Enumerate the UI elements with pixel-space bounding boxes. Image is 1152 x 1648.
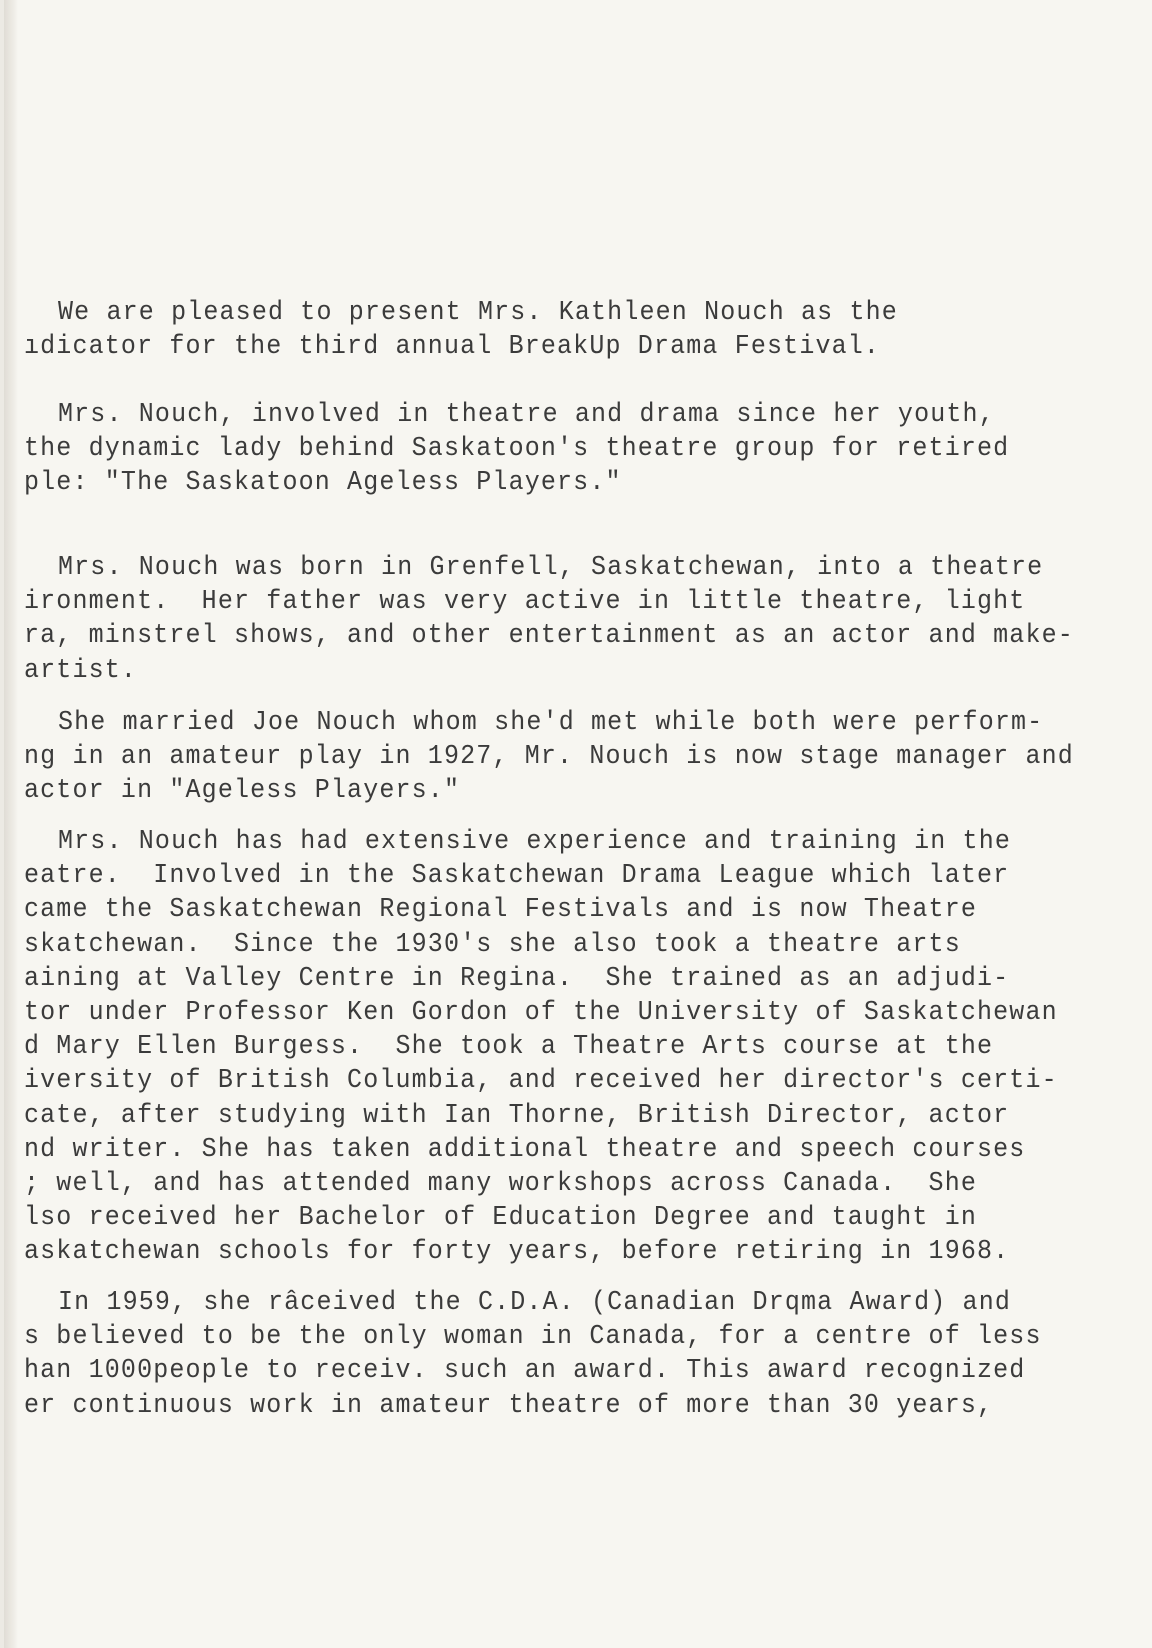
text-line: ıdicator for the third annual BreakUp Drama Festival.: [24, 330, 881, 362]
text-line: skatchewan. Since the 1930's she also took a theatre arts: [24, 927, 961, 960]
text-line: came the Saskatchewan Regional Festivals and is now Theatre: [24, 893, 977, 925]
text-line: the dynamic lady behind Saskatoon's theatre group for retired: [24, 432, 1010, 464]
text-line: Mrs. Nouch was born in Grenfell, Saskatchewan, into a theatre: [58, 551, 1044, 583]
text-line: artist.: [24, 653, 138, 686]
page-edge: [0, 0, 4, 1648]
text-line: ra, minstrel shows, and other entertainment as an actor and make-: [24, 619, 1074, 651]
text-line: ; well, and has attended many workshops across Canada. She: [24, 1167, 977, 1199]
text-line: eatre. Involved in the Saskatchewan Drama League which later: [24, 859, 1010, 891]
text-line: In 1959, she râceived the C.D.A. (Canadian Drqma Award) and: [58, 1286, 1011, 1318]
text-line: askatchewan schools for forty years, before retiring in 1968.: [24, 1235, 1010, 1267]
text-line: She married Joe Nouch whom she'd met while both were perform-: [58, 706, 1044, 738]
text-line: ng in an amateur play in 1927, Mr. Nouch is now stage manager and: [24, 740, 1074, 772]
text-line: ple: "The Saskatoon Ageless Players.": [24, 466, 622, 498]
text-line: ironment. Her father was very active in little theatre, light: [24, 585, 1026, 617]
text-line: han 1000people to receiv. such an award. This award recognized: [24, 1354, 1026, 1386]
text-line: actor in "Ageless Players.": [24, 774, 461, 806]
text-line: We are pleased to present Mrs. Kathleen Nouch as the: [58, 296, 898, 328]
text-line: d Mary Ellen Burgess. She took a Theatre Arts course at the: [24, 1030, 994, 1062]
text-line: lso received her Bachelor of Education Degree and taught in: [24, 1201, 977, 1233]
text-line: Mrs. Nouch, involved in theatre and drama since her youth,: [58, 398, 995, 430]
text-line: cate, after studying with Ian Thorne, British Director, actor: [24, 1098, 1010, 1131]
text-line: tor under Professor Ken Gordon of the University of Saskatchewan: [24, 996, 1058, 1028]
text-line: nd writer. She has taken additional theatre and speech courses: [24, 1132, 1026, 1165]
text-line: iversity of British Columbia, and received her director's certi-: [24, 1064, 1058, 1096]
text-line: s believed to be the only woman in Canada, for a centre of less: [24, 1320, 1042, 1352]
text-line: Mrs. Nouch has had extensive experience and training in the: [58, 825, 1011, 857]
text-line: er continuous work in amateur theatre of more than 30 years,: [24, 1388, 994, 1421]
text-line: aining at Valley Centre in Regina. She trained as an adjudi-: [24, 961, 1010, 994]
